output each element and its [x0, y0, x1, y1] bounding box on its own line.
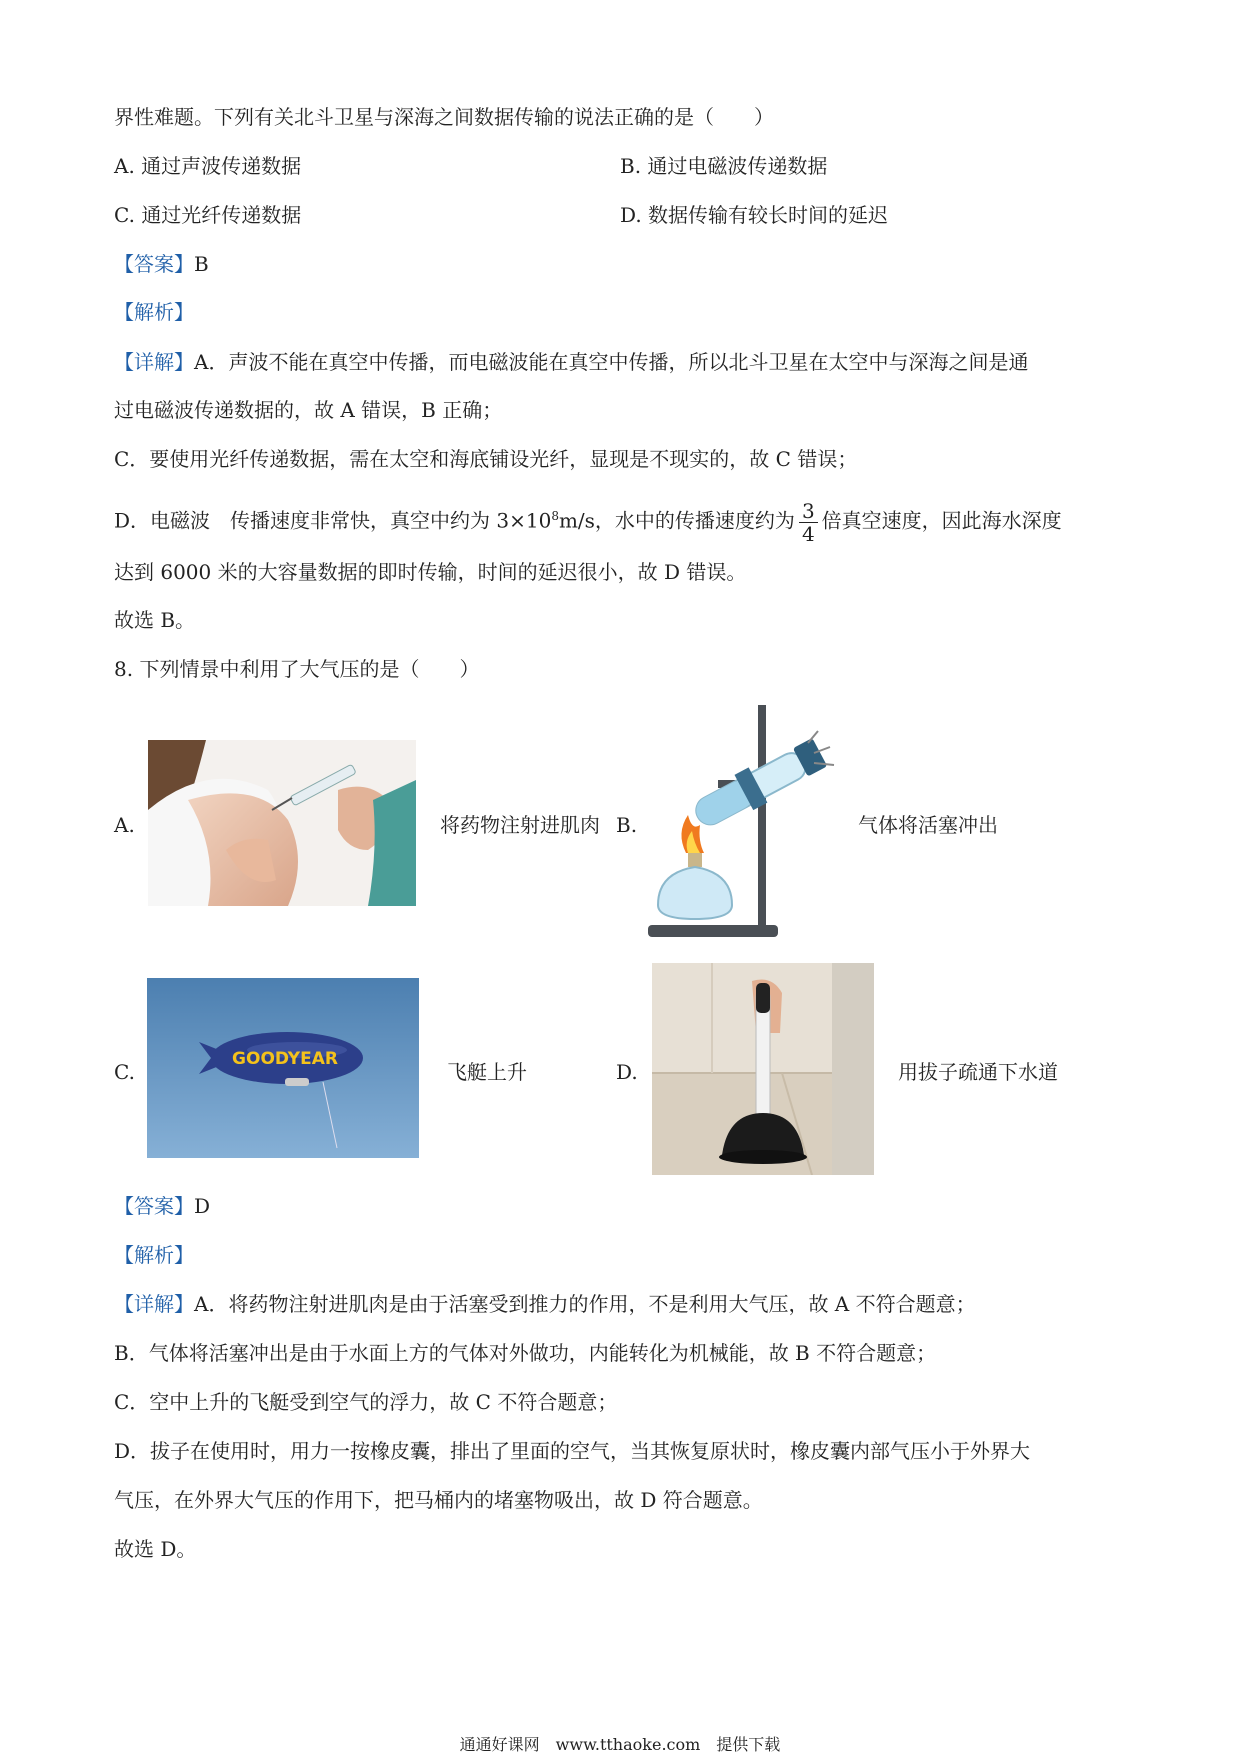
q8-option-c-caption: 飞艇上升 — [447, 1060, 527, 1084]
q8-option-d-caption: 用拔子疏通下水道 — [898, 1060, 1058, 1084]
q8-option-d-letter: D. — [616, 1060, 638, 1084]
q8-answer: 【答案】D — [114, 1194, 211, 1218]
blimp-logo-text: GOODYEAR — [232, 1049, 338, 1069]
blimp-photo — [147, 978, 419, 1158]
q7-detail-line3: C．要使用光纤传递数据，需在太空和海底铺设光纤，显现是不现实的，故 C 错误； — [114, 447, 858, 471]
q7-detail-line4: D．电磁波 传播速度非常快，真空中约为 $3\times 10^8m/s$，水中的传播速度约为 $\frac{3}{4}$ 倍真空速度，因此海水深度 — [114, 498, 1062, 546]
q7-option-c: C. 通过光纤传递数据 — [114, 203, 302, 227]
q8-analysis-tag: 【解析】 — [114, 1243, 194, 1267]
q7-stem: 界性难题。下列有关北斗卫星与深海之间数据传输的说法正确的是（ ） — [114, 105, 774, 129]
fraction-three-quarters: $\frac{3}{4}$ — [799, 500, 818, 545]
injection-photo — [148, 740, 416, 906]
q8-detail-line2: B．气体将活塞冲出是由于水面上方的气体对外做功，内能转化为机械能，故 B 不符合题意； — [114, 1341, 937, 1365]
plunger-photo — [652, 963, 874, 1175]
q8-option-a-caption: 将药物注射进肌肉 — [440, 813, 600, 837]
page-footer: 通通好课网 www.tthaoke.com 提供下载 — [459, 1735, 781, 1754]
q8-option-a-letter: A. — [114, 813, 135, 837]
q8-option-c-letter: C. — [114, 1060, 135, 1084]
q7-option-b: B. 通过电磁波传递数据 — [620, 154, 828, 178]
q8-detail-line5: 气压，在外界大气压的作用下，把马桶内的堵塞物吸出，故 D 符合题意。 — [114, 1488, 763, 1512]
q8-detail-line4: D．拔子在使用时，用力一按橡皮囊，排出了里面的空气，当其恢复原状时，橡皮囊内部气压小于外界大 — [114, 1439, 1031, 1463]
q8-detail-line3: C．空中上升的飞艇受到空气的浮力，故 C 不符合题意； — [114, 1390, 618, 1414]
q7-option-d: D. 数据传输有较长时间的延迟 — [620, 203, 889, 227]
q7-analysis-tag: 【解析】 — [114, 300, 194, 324]
q8-conclusion: 故选 D。 — [114, 1537, 197, 1561]
q7-answer: 【答案】B — [114, 252, 209, 276]
q7-conclusion: 故选 B。 — [114, 608, 196, 632]
q7-detail-line5: 达到 6000 米的大容量数据的即时传输，时间的延迟很小，故 D 错误。 — [114, 560, 747, 584]
q8-detail-line1: 【详解】A．将药物注射进肌肉是由于活塞受到推力的作用，不是利用大气压，故 A 不符合题意； — [114, 1292, 976, 1316]
q8-option-b-letter: B. — [616, 813, 638, 837]
q7-detail-line2: 过电磁波传递数据的，故 A 错误，B 正确； — [114, 398, 503, 422]
q7-option-a: A. 通过声波传递数据 — [114, 154, 302, 178]
q8-stem: 8. 下列情景中利用了大气压的是（ ） — [114, 657, 480, 681]
q7-detail-line1: 【详解】A．声波不能在真空中传播，而电磁波能在真空中传播，所以北斗卫星在太空中与深海之间是通 — [114, 350, 1029, 374]
q8-option-b-caption: 气体将活塞冲出 — [858, 813, 998, 837]
test-tube-experiment-illustration — [648, 705, 840, 940]
